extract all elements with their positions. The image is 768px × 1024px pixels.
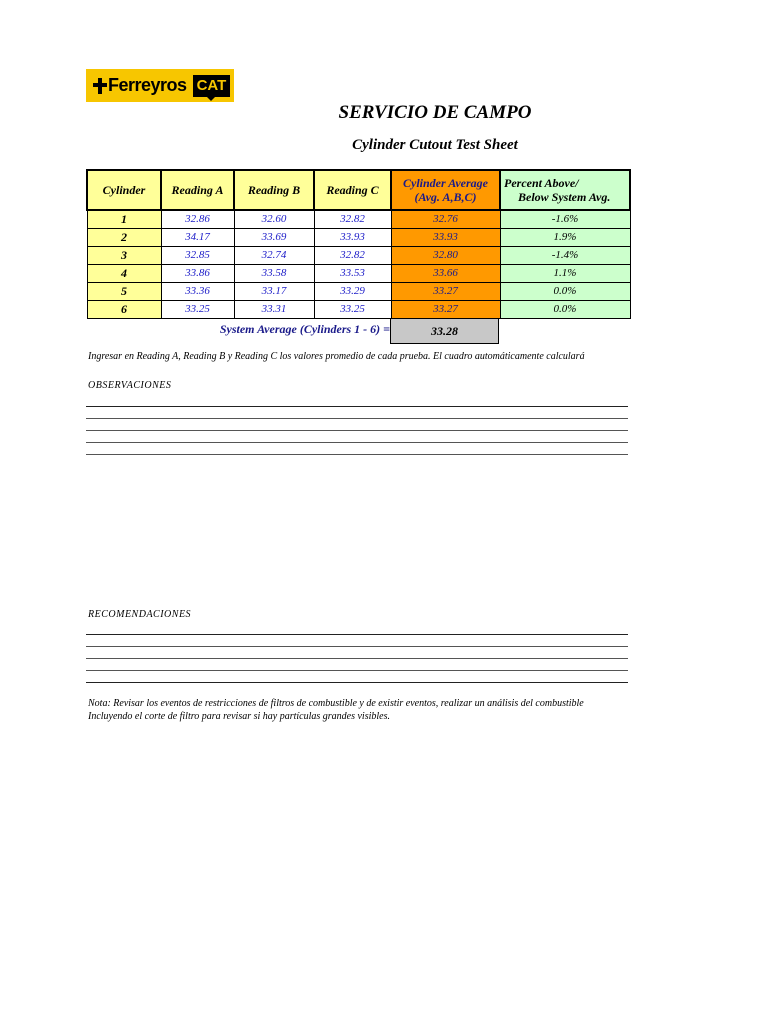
- cell-reading-b[interactable]: 32.74: [234, 247, 314, 265]
- cell-reading-a[interactable]: 33.36: [161, 283, 234, 301]
- cell-reading-b[interactable]: 33.31: [234, 301, 314, 319]
- nota-line-1: Nota: Revisar los eventos de restricciones de filtros de combustible y de existir eventos, realizar un análisis del combustible: [88, 698, 584, 709]
- cell-cylinder: 5: [87, 283, 161, 301]
- cell-percent: 1.1%: [500, 265, 630, 283]
- cell-reading-c[interactable]: 33.53: [314, 265, 391, 283]
- header-pct-line2: Below System Avg.: [518, 190, 611, 204]
- cell-average: 33.27: [391, 301, 500, 319]
- header-cylinder: Cylinder: [87, 170, 161, 210]
- table-row: [87, 283, 630, 301]
- system-average-value: 33.28: [390, 318, 499, 344]
- cell-percent: 0.0%: [500, 283, 630, 301]
- header-cylinder-average: [391, 170, 500, 210]
- page-subtitle: Cylinder Cutout Test Sheet: [352, 137, 518, 153]
- cylinder-test-table: [86, 169, 631, 319]
- cell-reading-c[interactable]: 33.93: [314, 229, 391, 247]
- cell-reading-b[interactable]: 33.58: [234, 265, 314, 283]
- header-reading-c: Reading C: [314, 170, 391, 210]
- observaciones-line[interactable]: [86, 430, 628, 431]
- header-percent: [500, 170, 630, 210]
- cell-reading-a[interactable]: 32.86: [161, 210, 234, 229]
- cross-icon: [93, 78, 107, 94]
- system-average-label: System Average (Cylinders 1 - 6) =: [219, 322, 390, 336]
- cell-reading-b[interactable]: 33.17: [234, 283, 314, 301]
- recomendaciones-line[interactable]: [86, 634, 628, 635]
- cell-percent: 0.0%: [500, 301, 630, 319]
- cell-reading-b[interactable]: 33.69: [234, 229, 314, 247]
- table-row: [87, 210, 630, 229]
- observaciones-line[interactable]: [86, 442, 628, 443]
- observaciones-label: OBSERVACIONES: [88, 380, 172, 391]
- logo-cat-text: CAT: [193, 75, 231, 97]
- instructions-text: Ingresar en Reading A, Reading B y Reading C los valores promedio de cada prueba. El cuadro automáticamente calculará: [88, 351, 585, 362]
- logo-brand-text: Ferreyros: [108, 75, 187, 95]
- cell-percent: -1.6%: [500, 210, 630, 229]
- table-row: [87, 301, 630, 319]
- cell-reading-b[interactable]: 32.60: [234, 210, 314, 229]
- cell-percent: -1.4%: [500, 247, 630, 265]
- cell-reading-c[interactable]: 33.29: [314, 283, 391, 301]
- cell-average: 33.66: [391, 265, 500, 283]
- cell-reading-a[interactable]: 33.25: [161, 301, 234, 319]
- observaciones-line[interactable]: [86, 418, 628, 419]
- recomendaciones-line[interactable]: [86, 658, 628, 659]
- cell-cylinder: 1: [87, 210, 161, 229]
- recomendaciones-line[interactable]: [86, 646, 628, 647]
- recomendaciones-line[interactable]: [86, 670, 628, 671]
- nota-line-2: Incluyendo el corte de filtro para revisar si hay partículas grandes visibles.: [88, 711, 390, 722]
- cell-cylinder: 4: [87, 265, 161, 283]
- recomendaciones-label: RECOMENDACIONES: [88, 609, 192, 620]
- header-reading-b: Reading B: [234, 170, 314, 210]
- cell-cylinder: 3: [87, 247, 161, 265]
- table-row: [87, 265, 630, 283]
- cell-average: 33.27: [391, 283, 500, 301]
- cell-reading-c[interactable]: 32.82: [314, 247, 391, 265]
- header-avg-line1: Cylinder Average: [403, 176, 488, 190]
- observaciones-line[interactable]: [86, 406, 628, 407]
- table-header-row: [87, 170, 630, 210]
- cell-cylinder: 2: [87, 229, 161, 247]
- cell-reading-c[interactable]: 32.82: [314, 210, 391, 229]
- table-row: [87, 229, 630, 247]
- cell-reading-a[interactable]: 32.85: [161, 247, 234, 265]
- cell-reading-c[interactable]: 33.25: [314, 301, 391, 319]
- recomendaciones-line[interactable]: [86, 682, 628, 683]
- cell-reading-a[interactable]: 34.17: [161, 229, 234, 247]
- cell-average: 33.93: [391, 229, 500, 247]
- ferreyros-cat-logo: [86, 69, 234, 102]
- table-row: [87, 247, 630, 265]
- cell-percent: 1.9%: [500, 229, 630, 247]
- cell-average: 32.80: [391, 247, 500, 265]
- header-avg-line2: (Avg. A,B,C): [414, 190, 477, 204]
- cell-cylinder: 6: [87, 301, 161, 319]
- header-reading-a: Reading A: [161, 170, 234, 210]
- page-title: SERVICIO DE CAMPO: [338, 102, 532, 123]
- observaciones-line[interactable]: [86, 454, 628, 455]
- cell-reading-a[interactable]: 33.86: [161, 265, 234, 283]
- cell-average: 32.76: [391, 210, 500, 229]
- header-pct-line1: Percent Above/: [504, 176, 579, 190]
